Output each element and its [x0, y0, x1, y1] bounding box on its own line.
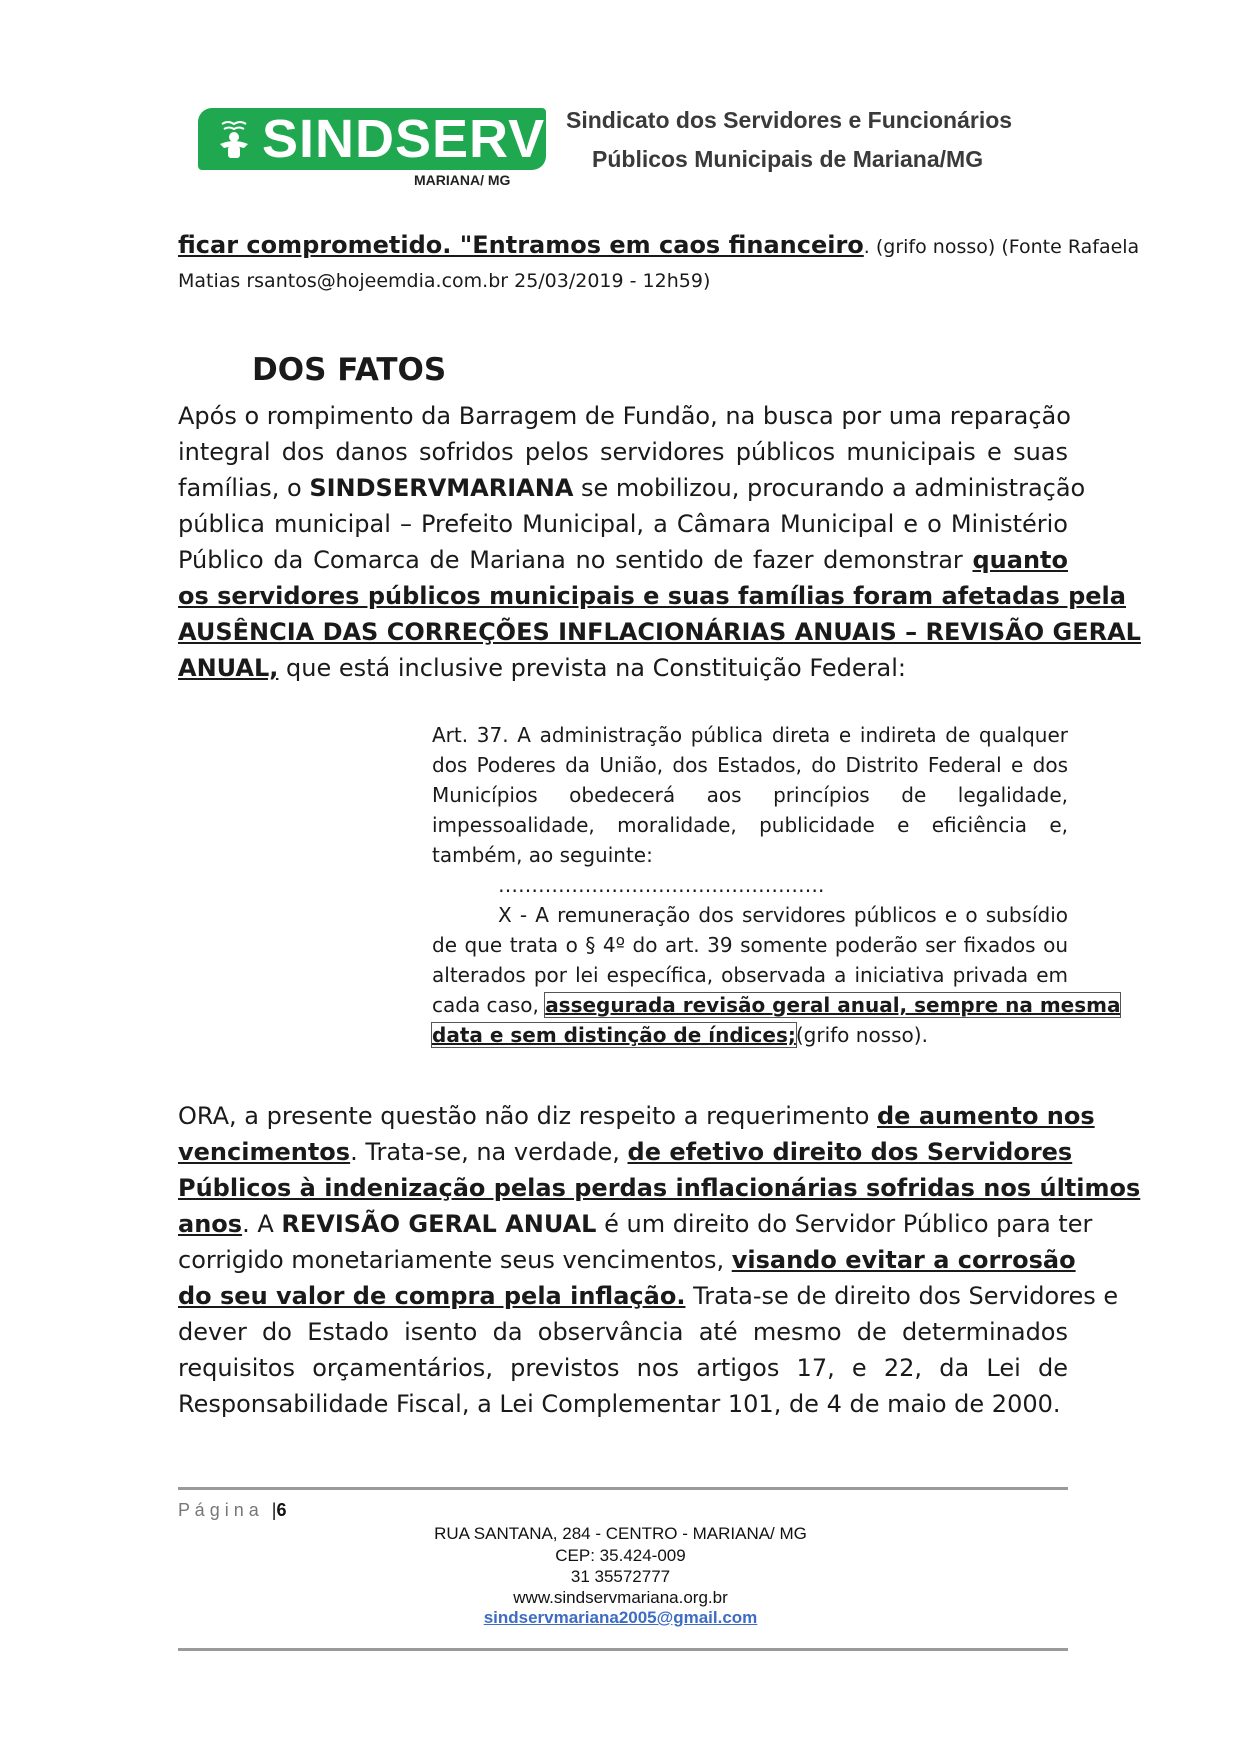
- legal-quote: [432, 720, 1121, 1050]
- text-line: requisitos orçamentários, previstos nos artigos 17, e 22, da Lei de: [178, 1354, 1068, 1382]
- fatos-paragraph: [178, 398, 1141, 686]
- intro-emphasis: ficar comprometido. "Entramos em caos financeiro: [178, 231, 864, 259]
- quote-line: de que trata o § 4º do art. 39 somente poderão ser fixados ou: [432, 933, 1068, 957]
- text-line: anos. A REVISÃO GERAL ANUAL é um direito do Servidor Público para ter: [178, 1210, 1093, 1238]
- footer-phone: 31 35572777: [570, 1567, 671, 1586]
- text-line: ORA, a presente questão não diz respeito a requerimento de aumento nos: [178, 1102, 1095, 1130]
- section-title: DOS FATOS: [252, 352, 447, 388]
- text-line: vencimentos. Trata-se, na verdade, de efetivo direito dos Servidores: [178, 1138, 1073, 1166]
- page-label: P á g i n a: [178, 1500, 259, 1520]
- quote-line: também, ao seguinte:: [432, 843, 653, 867]
- footer-email-link[interactable]: sindservmariana2005@gmail.com: [483, 1608, 758, 1627]
- text-line: Públicos à indenização pelas perdas inflacionárias sofridas nos últimos: [178, 1174, 1141, 1202]
- person-emblem-icon: [212, 118, 256, 162]
- text-line: Responsabilidade Fiscal, a Lei Complementar 101, de 4 de maio de 2000.: [178, 1390, 1061, 1418]
- org-name-line1: Sindicato dos Servidores e Funcionários: [566, 107, 1013, 133]
- logo-subtitle: MARIANA/ MG: [414, 172, 511, 188]
- text-line: dever do Estado isento da observância até mesmo de determinados: [178, 1318, 1068, 1346]
- text-line: os servidores públicos municipais e suas famílias foram afetadas pela: [178, 582, 1126, 610]
- text-line: do seu valor de compra pela inflação. Trata-se de direito dos Servidores e: [178, 1282, 1119, 1310]
- quote-line: cada caso, assegurada revisão geral anual, sempre na mesma: [432, 993, 1121, 1017]
- text-line: integral dos danos sofridos pelos servidores públicos municipais e suas: [178, 438, 1068, 466]
- quote-line: data e sem distinção de índices;(grifo nosso).: [432, 1023, 928, 1047]
- footer-top-rule: [178, 1487, 1068, 1490]
- page-indicator: [178, 1500, 286, 1521]
- intro-source: Matias rsantos@hojeemdia.com.br 25/03/2019 - 12h59): [178, 270, 711, 292]
- footer-cep: CEP: 35.424-009: [555, 1546, 686, 1565]
- quote-line: impessoalidade, moralidade, publicidade e eficiência e,: [432, 813, 1068, 837]
- quote-ellipsis: ………………………………………….: [498, 873, 825, 897]
- footer-bottom-rule: [178, 1648, 1068, 1651]
- text-line: pública municipal – Prefeito Municipal, a Câmara Municipal e o Ministério: [178, 510, 1068, 538]
- quote-line: X - A remuneração dos servidores públicos e o subsídio: [498, 903, 1068, 927]
- org-name-bold: SINDSERVMARIANA: [309, 474, 574, 502]
- quote-highlight: assegurada revisão geral anual, sempre na mesma: [545, 993, 1121, 1017]
- text-line: corrigido monetariamente seus vencimentos, visando evitar a corrosão: [178, 1246, 1076, 1274]
- text-line: Público da Comarca de Mariana no sentido de fazer demonstrar quanto: [178, 546, 1068, 574]
- footer-website[interactable]: www.sindservmariana.org.br: [513, 1588, 728, 1607]
- intro-paragraph: [178, 228, 1140, 298]
- text-line: famílias, o SINDSERVMARIANA se mobilizou, procurando a administração: [178, 474, 1086, 502]
- quote-line: alterados por lei específica, observada a iniciativa privada em: [432, 963, 1068, 987]
- intro-citation: . (grifo nosso) (Fonte Rafaela: [863, 236, 1140, 258]
- ora-paragraph: [178, 1098, 1141, 1422]
- page-separator: |: [271, 1500, 277, 1520]
- quote-line: Art. 37. A administração pública direta e indireta de qualquer: [432, 723, 1068, 747]
- text-line: ANUAL, que está inclusive prevista na Constituição Federal:: [178, 654, 906, 682]
- page-number: 6: [276, 1500, 287, 1520]
- text-line: AUSÊNCIA DAS CORREÇÕES INFLACIONÁRIAS ANUAIS – REVISÃO GERAL: [178, 618, 1141, 646]
- logo-wordmark: SINDSERV: [262, 109, 546, 169]
- footer-address: RUA SANTANA, 284 - CENTRO - MARIANA/ MG: [434, 1524, 807, 1543]
- quote-line: Municípios obedecerá aos princípios de legalidade,: [432, 783, 1068, 807]
- text-line: Após o rompimento da Barragem de Fundão, na busca por uma reparação: [178, 402, 1071, 430]
- quote-highlight: data e sem distinção de índices;: [432, 1023, 796, 1047]
- org-name-line2: Públicos Municipais de Mariana/MG: [592, 146, 984, 172]
- quote-line: dos Poderes da União, dos Estados, do Distrito Federal e dos: [432, 753, 1068, 777]
